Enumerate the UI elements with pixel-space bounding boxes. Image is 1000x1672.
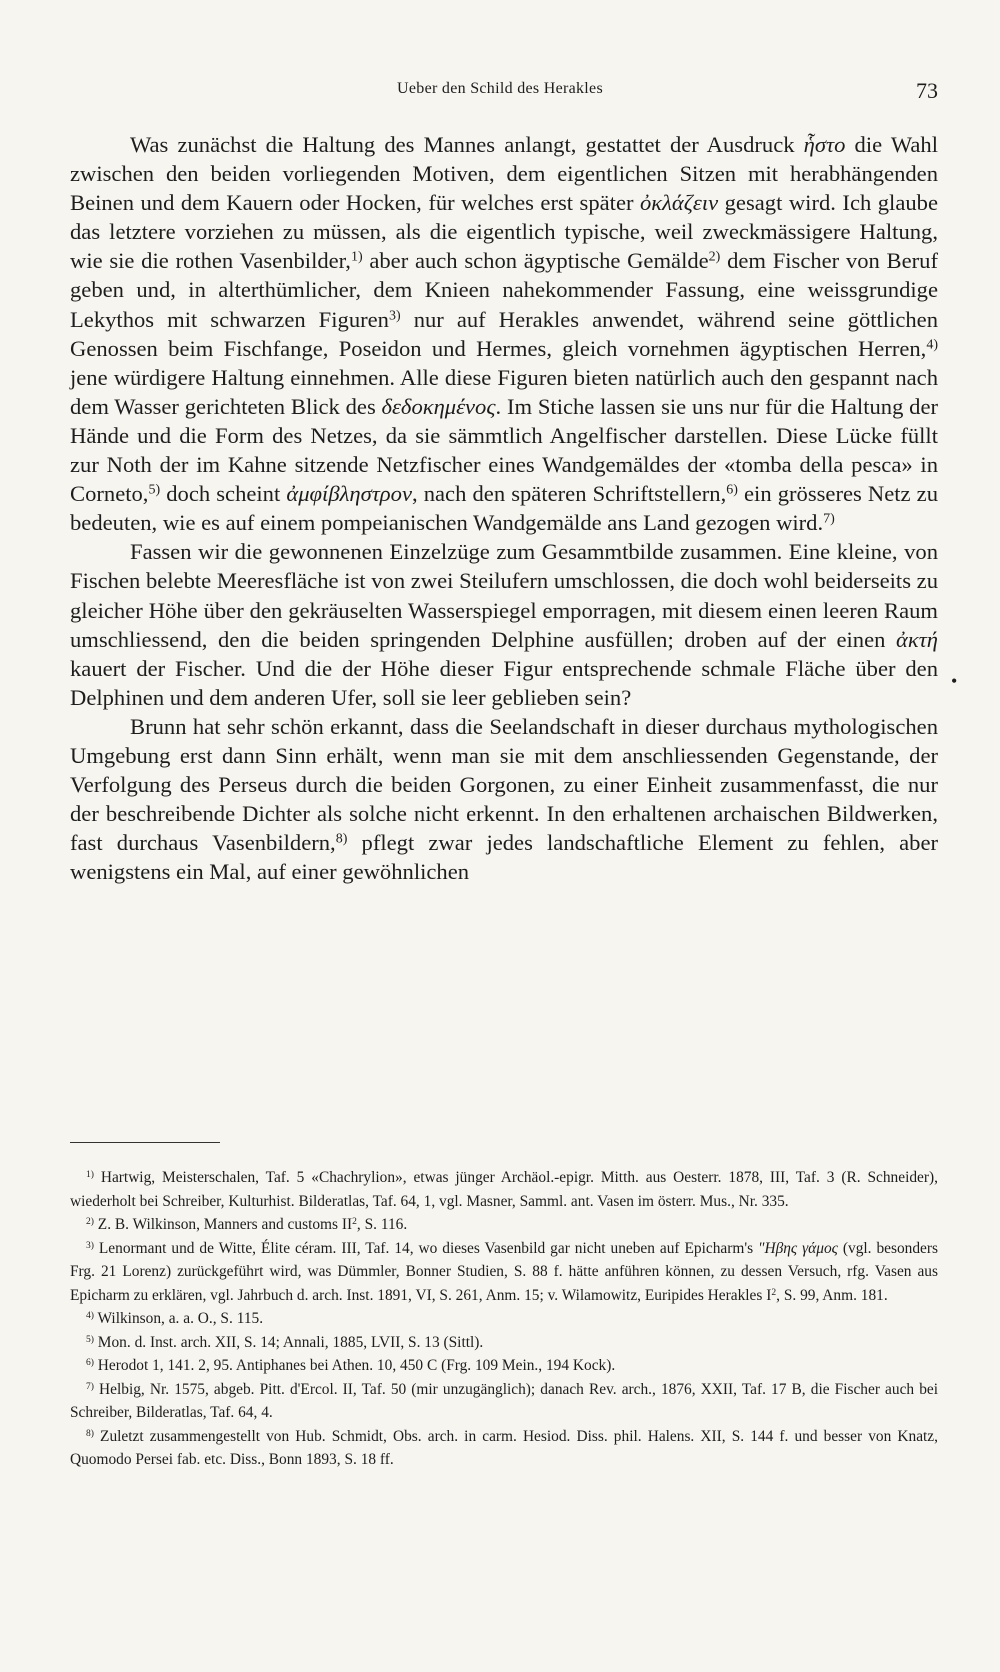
footnote-ref[interactable]: 8) bbox=[335, 831, 348, 847]
greek-term: δεδοκημένος bbox=[381, 393, 496, 419]
main-text bbox=[70, 130, 938, 886]
paragraph-3: Brunn hat sehr schön erkannt, dass die Seelandschaft in dieser durchaus mythologischen Umgebung erst dann Sinn erhält, wenn man sie mit dem anschliessenden Gegenstande, der Verfolgung des Perseus durch die beiden Gorgonen, zu einer Einheit zusammenfasst, die nur der beschreibende Dichter als solche nicht erkennt. In den erhaltenen archaischen Bildwerken, fast durchaus Vasenbildern,$^{8)}$ pflegt zwar jedes landschaftliche Element zu fehlen, aber wenigstens ein Mal, auf einer gewöhnlichen bbox=[70, 713, 938, 885]
greek-term: ἧστο bbox=[803, 132, 846, 157]
footnote-number: 1) bbox=[86, 1168, 94, 1180]
footnote-ref[interactable]: 7) bbox=[823, 511, 835, 527]
footnote-number: 4) bbox=[86, 1309, 94, 1321]
footnote-ref[interactable]: 1) bbox=[350, 249, 363, 265]
footnote-number: 3) bbox=[86, 1239, 94, 1251]
footnote-number: 2) bbox=[86, 1215, 94, 1227]
footnote-5: $^{5)}$ Mon. d. Inst. arch. XII, S. 14; Annali, 1885, LVII, S. 13 (Sittl). bbox=[86, 1333, 484, 1351]
footnote-ref[interactable]: 6) bbox=[726, 482, 738, 498]
paragraph-2: Fassen wir die gewonnenen Einzelzüge zum Gesammtbilde zusammen. Eine kleine, von Fischen belebte Meeresfläche ist von zwei Steilufern umschlossen, die doch wohl beiderseits zu gleicher Höhe über den gekräuselten Wasserspiegel emporragen, mit diesem einen leeren Raum umschliessend, den die beiden springenden Delphine ausfüllen; droben auf der einen ἀκτή kauert der Fischer. Und die der Höhe dieser Figur entsprechende schmale Fläche über den Delphinen und dem anderen Ufer, soll sie leer geblieben sein? bbox=[70, 539, 938, 710]
footnotes bbox=[70, 1166, 938, 1472]
footnote-number: 8) bbox=[86, 1427, 94, 1439]
running-title: Ueber den Schild des Herakles bbox=[397, 80, 603, 97]
footnote-1: $^{1)}$ Hartwig, Meisterschalen, Taf. 5 «Chachrylion», etwas jünger Archäol.-epigr. Mitth. aus Oesterr. 1878, III, Taf. 3 (R. Schneider), wiederholt bei Schreiber, Kulturhist. Bilderatlas, Taf. 64, 1, vgl. Masner, Samml. ant. Vasen im österr. Mus., Nr. 335. bbox=[70, 1168, 938, 1210]
greek-term: ὀκλάζειν bbox=[640, 190, 719, 216]
greek-term: "Ηβης γάμος bbox=[758, 1239, 838, 1257]
footnote-ref[interactable]: 4) bbox=[926, 336, 938, 352]
margin-mark: • bbox=[951, 671, 958, 691]
footnote-number: 5) bbox=[86, 1333, 94, 1345]
footnote-ref[interactable]: 2) bbox=[708, 249, 721, 265]
footnote-divider bbox=[70, 1142, 220, 1143]
footnote-4: $^{4)}$ Wilkinson, a. a. O., S. 115. bbox=[86, 1309, 264, 1327]
greek-term: ἀκτή bbox=[896, 626, 938, 652]
footnote-8: $^{8)}$ Zuletzt zusammengestellt von Hub. Schmidt, Obs. arch. in carm. Hesiod. Diss. phil. Halens. XII, S. 144 f. und besser von Knatz, Quomodo Persei fab. etc. Diss., Bonn 1893, S. 18 ff. bbox=[70, 1427, 938, 1468]
page-number: 73 bbox=[916, 78, 938, 103]
footnote-ref[interactable]: 5) bbox=[148, 482, 161, 498]
footnote-7: $^{7)}$ Helbig, Nr. 1575, abgeb. Pitt. d'Ercol. II, Taf. 50 (mir unzugänglich); danach Rev. arch., 1876, XXII, Taf. 17 B, die Fischer auch bei Schreiber, Bilderatlas, Taf. 64, 4. bbox=[70, 1380, 938, 1421]
footnote-3: $^{3)}$ Lenormant und de Witte, Élite céram. III, Taf. 14, wo dieses Vasenbild gar nicht uneben auf Epicharm's "Ηβης γάμος (vgl. besonders Frg. 21 Lorenz) zurückgeführt wird, was Dümmler, Bonner Studien, S. 88 f. hätte anführen können, zu dessen Versuch, rfg. Vasen aus Epicharm zu erklären, vgl. Jahrbuch d. arch. Inst. 1891, VI, S. 261, Anm. 15; v. Wilamowitz, Euripides Herakles $I^2$, S. 99, Anm. 181. bbox=[70, 1239, 939, 1304]
greek-term: ἀμφίβληστρον bbox=[286, 481, 412, 507]
footnote-2: $^{2)}$ Z. B. Wilkinson, Manners and customs $II^2$, S. 116. bbox=[86, 1215, 408, 1233]
footnote-number: 7) bbox=[86, 1380, 94, 1392]
footnote-6: $^{6)}$ Herodot 1, 141. 2, 95. Antiphanes bei Athen. 10, 450 C (Frg. 109 Mein., 194 Kock). bbox=[86, 1356, 616, 1374]
paragraph-1: Was zunächst die Haltung des Mannes anlangt, gestattet der Ausdruck ἧστο die Wahl zwischen den beiden vorliegenden Motiven, dem eigentlichen Sitzen mit herabhängenden Beinen und dem Kauern oder Hocken, für welches erst später ὀκλάζειν gesagt wird. Ich glaube das letztere vorziehen zu müssen, als die eigentlich typische, weil zweckmässigere Haltung, wie sie die rothen Vasenbilder,$^{1)}$ aber auch schon ägyptische Gemälde$^{2)}$ dem Fischer von Beruf geben und, in alterthümlicher, dem Knieen nahekommender Fassung, eine weissgrundige Lekythos mit schwarzen Figuren$^{3)}$ nur auf Herakles anwendet, während seine göttlichen Genossen beim Fischfange, Poseidon und Hermes, gleich vornehmen ägyptischen Herren,$^{4)}$ jene würdigere Haltung einnehmen. Alle diese Figuren bieten natürlich auch den gespannt nach dem Wasser gerichteten Blick des δεδοκημένος. Im Stiche lassen sie uns nur für die Haltung der Hände und die Form des Netzes, da sie sämmtlich Angelfischer darstellen. Diese Lücke füllt zur Noth der im Kahne sitzende Netzfischer eines Wandgemäldes der «tomba della pesca» in Corneto,$^{5)}$ doch scheint ἀμφίβληστρον, nach den späteren Schriftstellern,$^{6)}$ ein grösseres Netz zu bedeuten, wie es auf einem pompeianischen Wandgemälde ans Land gezogen wird.$^{7)}$ bbox=[70, 132, 939, 536]
footnote-ref[interactable]: 3) bbox=[388, 307, 401, 323]
footnote-number: 6) bbox=[86, 1356, 94, 1368]
